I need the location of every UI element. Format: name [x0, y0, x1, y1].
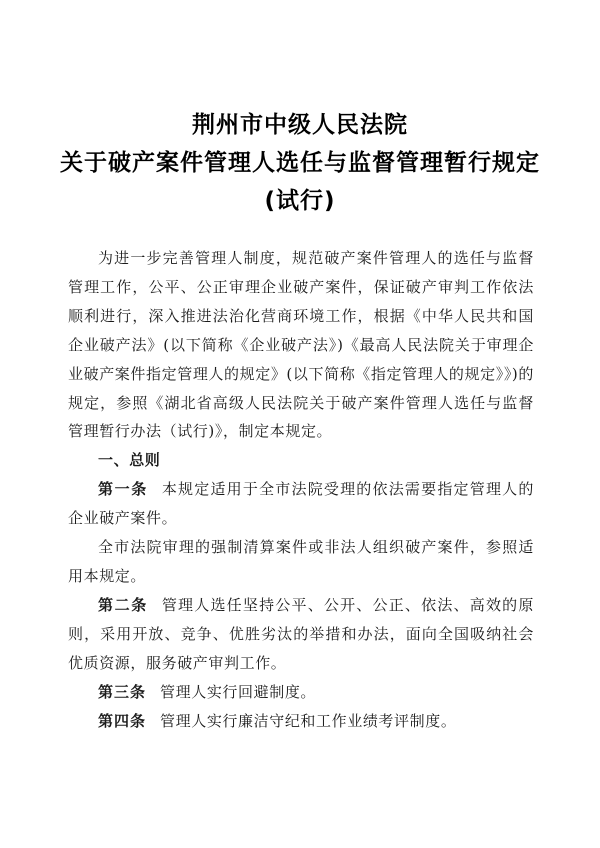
article-2-label: 第二条 — [98, 595, 148, 614]
article-2 — [68, 591, 534, 678]
article-4-label: 第四条 — [98, 711, 147, 730]
title-court-name: 荆州市中级人民法院 — [192, 112, 408, 138]
title-trial-note: (试行) — [264, 188, 336, 214]
article-1-label: 第一条 — [98, 480, 148, 499]
article-1-text: 本规定适用于全市法院受理的依法需要指定管理人的企业破产案件。 — [68, 480, 534, 528]
article-3 — [68, 678, 534, 707]
article-1-paragraph-2: 全市法院审理的强制清算案件或非法人组织破产案件，参照适用本规定。 — [68, 538, 534, 585]
document-body — [68, 244, 534, 735]
article-3-label: 第三条 — [98, 682, 147, 701]
article-4 — [68, 707, 534, 736]
section-heading-general: 一、总则 — [98, 451, 161, 470]
title-regulation-name: 关于破产案件管理人选任与监督管理暂行规定 — [60, 150, 540, 176]
article-1 — [68, 475, 534, 533]
document-title — [0, 106, 600, 220]
article-2-text: 管理人选任坚持公平、公开、公正、依法、高效的原则，采用开放、竞争、优胜劣汰的举措和办法，面向全国吸纳社会优质资源，服务破产审判工作。 — [68, 595, 534, 672]
article-3-text: 管理人实行回避制度。 — [160, 682, 317, 701]
preamble-paragraph: 为进一步完善管理人制度，规范破产案件管理人的选任与监督管理工作，公平、公正审理企业破产案件，保证破产审判工作依法顺利进行，深入推进法治化营商环境工作，根据《中华人民共和国企业破产法》(以下简称《企业破产法》)《最高人民法院关于审理企业破产案件指定管理人的规定》(以下简称《指定管理人的规定》》)的规定，参照《湖北省高级人民法院关于破产案件管理人选任与监督管理暂行办法（试行)》，制定本规定。 — [68, 249, 534, 441]
article-4-text: 管理人实行廉洁守纪和工作业绩考评制度。 — [160, 711, 457, 730]
